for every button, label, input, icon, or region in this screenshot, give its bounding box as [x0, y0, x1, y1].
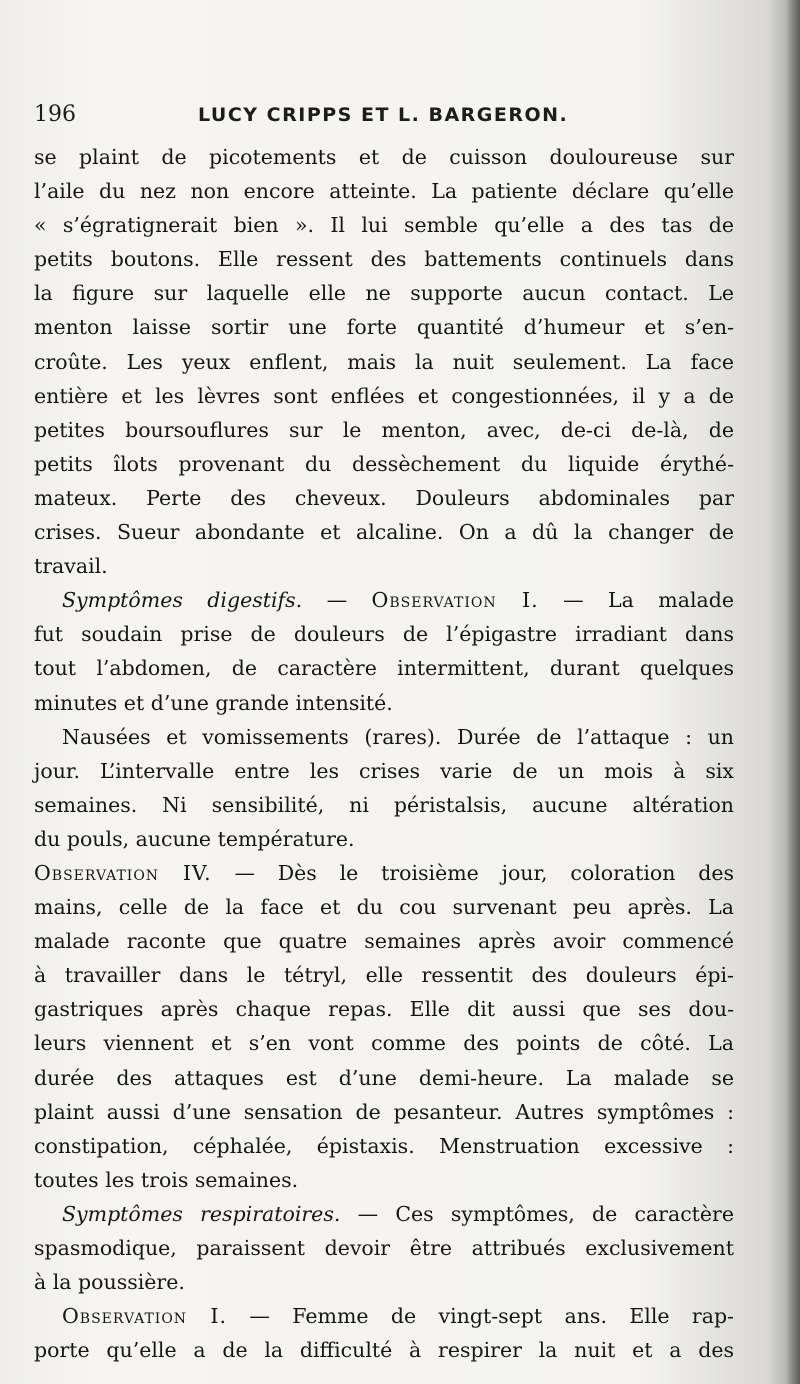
text-line: l’aile du nez non encore atteinte. La patiente déclare qu’elle: [34, 179, 734, 204]
page-number: 196: [34, 102, 76, 127]
text-line: travail.: [34, 554, 108, 579]
text-line: [34, 1197, 734, 1231]
text-line: [34, 583, 734, 617]
text-line: jour. L’intervalle entre les crises varie de un mois à six: [34, 758, 734, 783]
text-line: tout l’abdomen, de caractère intermittent, durant quelques: [34, 656, 734, 681]
text-line: Nausées et vomissements (rares). Durée de l’attaque : un: [62, 724, 734, 749]
page-header: [34, 100, 734, 134]
observation-label: Observation I.: [371, 588, 539, 613]
text-fragment: — Dès le troisième jour, coloration des: [211, 860, 734, 885]
text-line: mains, celle de la face et du cou survenant peu après. La: [34, 895, 734, 920]
text-line: se plaint de picotements et de cuisson douloureuse sur: [34, 145, 734, 169]
text-line: à travailler dans le tétryl, elle ressentit des douleurs épi-: [34, 963, 734, 988]
text-line: [34, 1299, 734, 1333]
dash: —: [302, 588, 372, 613]
text-line: entière et les lèvres sont enflées et congestionnées, il y a de: [34, 383, 734, 408]
text-line: semaines. Ni sensibilité, ni péristalsis, aucune altération: [34, 792, 734, 817]
text-line: petits îlots provenant du dessèchement du liquide érythé-: [34, 451, 734, 476]
text-line: minutes et d’une grande intensité.: [34, 690, 393, 715]
text-line: durée des attaques est d’une demi-heure. La malade se: [34, 1065, 734, 1090]
section-heading: Symptômes digestifs.: [62, 588, 303, 613]
text-line: [34, 856, 734, 890]
text-line: la figure sur laquelle elle ne supporte aucun contact. Le: [34, 281, 734, 306]
text-line: toutes les trois semaines.: [34, 1167, 299, 1192]
dash: —: [538, 588, 609, 613]
text-line: du pouls, aucune température.: [34, 826, 355, 851]
observation-label: Observation IV.: [34, 860, 212, 885]
body-text: [34, 140, 734, 1367]
text-fragment: — Ces symptômes, de caractère: [340, 1201, 734, 1226]
section-heading: Symptômes respiratoires.: [62, 1201, 341, 1226]
text-line: « s’égratignerait bien ». Il lui semble qu’elle a des tas de: [34, 213, 734, 238]
text-line: constipation, céphalée, épistaxis. Menstruation excessive :: [34, 1133, 734, 1158]
text-line: malade raconte que quatre semaines après avoir commencé: [34, 929, 734, 954]
text-line: petits boutons. Elle ressent des battements continuels dans: [34, 247, 734, 272]
text-line: porte qu’elle a de la difficulté à respirer la nuit et a des: [34, 1338, 734, 1363]
text-fragment: La malade: [608, 588, 734, 613]
text-line: mateux. Perte des cheveux. Douleurs abdominales par: [34, 485, 734, 510]
text-line: petites boursouflures sur le menton, avec, de-ci de-là, de: [34, 417, 734, 442]
text-line: croûte. Les yeux enflent, mais la nuit seulement. La face: [34, 349, 734, 374]
text-line: menton laisse sortir une forte quantité d’humeur et s’en-: [34, 315, 734, 340]
text-line: à la poussière.: [34, 1270, 185, 1295]
text-line: spasmodique, paraissent devoir être attribués exclusivement: [34, 1236, 734, 1260]
text-line: fut soudain prise de douleurs de l’épigastre irradiant dans: [34, 622, 734, 647]
text-line: crises. Sueur abondante et alcaline. On a dû la changer de: [34, 520, 734, 545]
text-line: gastriques après chaque repas. Elle dit aussi que ses dou-: [34, 997, 734, 1022]
observation-label: Observation I.: [62, 1304, 228, 1329]
running-title: LUCY CRIPPS ET L. BARGERON.: [198, 104, 569, 126]
text-line: plaint aussi d’une sensation de pesanteur. Autres symptômes :: [34, 1099, 734, 1124]
text-fragment: — Femme de vingt-sept ans. Elle rap-: [227, 1304, 734, 1329]
page-edge-shadow: [786, 0, 800, 1384]
text-line: leurs viennent et s’en vont comme des points de côté. La: [34, 1031, 734, 1056]
